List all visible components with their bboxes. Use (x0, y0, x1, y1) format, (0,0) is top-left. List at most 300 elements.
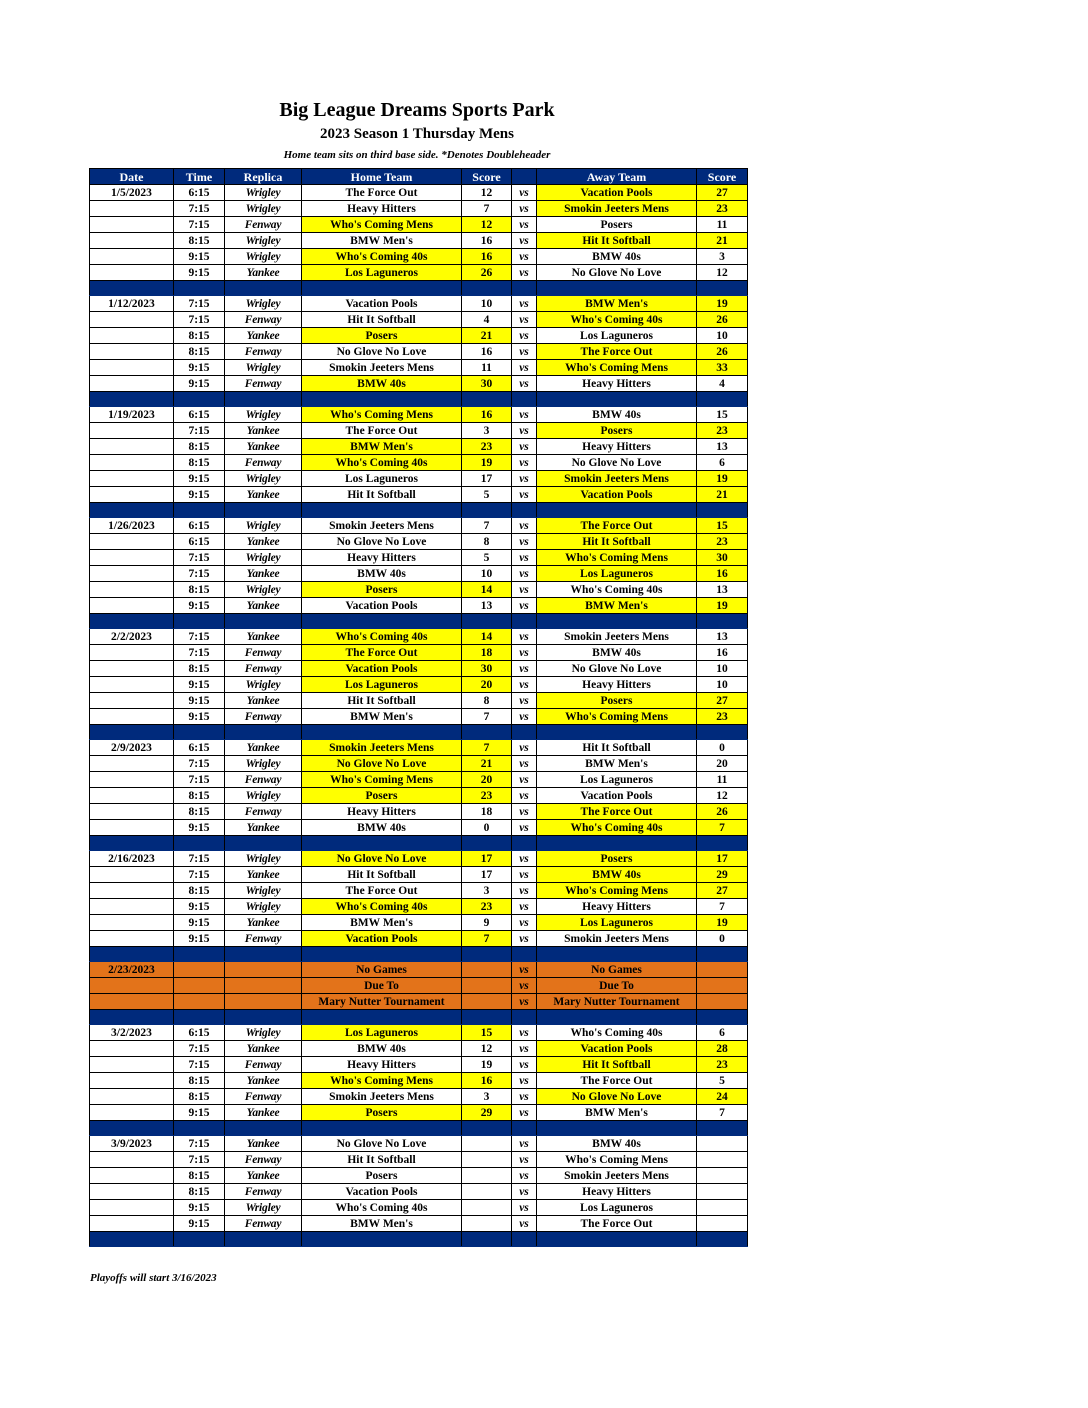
home-team: Posers (302, 582, 462, 598)
game-row (90, 915, 748, 931)
game-time: 9:15 (174, 677, 225, 693)
game-row (90, 1105, 748, 1121)
away-score: 6 (697, 1025, 748, 1041)
game-row (90, 883, 748, 899)
away-team: BMW 40s (537, 867, 697, 883)
separator-cell (537, 614, 697, 629)
game-field: Yankee (225, 1105, 302, 1121)
home-score: 16 (462, 344, 512, 360)
home-score: 16 (462, 233, 512, 249)
vs-label: vs (512, 407, 537, 423)
away-score: 17 (697, 851, 748, 867)
home-team: BMW Men's (302, 709, 462, 725)
game-field: Wrigley (225, 851, 302, 867)
vs-label: vs (512, 804, 537, 820)
game-row (90, 312, 748, 328)
game-time: 7:15 (174, 550, 225, 566)
game-date (90, 471, 174, 487)
game-row (90, 407, 748, 423)
game-row (90, 661, 748, 677)
vs-label: vs (512, 344, 537, 360)
away-score: 12 (697, 265, 748, 281)
separator-cell (462, 836, 512, 851)
separator-cell (225, 281, 302, 296)
game-time: 8:15 (174, 804, 225, 820)
game-date (90, 1200, 174, 1216)
away-team: BMW Men's (537, 756, 697, 772)
game-field: Yankee (225, 265, 302, 281)
home-score: 3 (462, 423, 512, 439)
separator-cell (462, 392, 512, 407)
game-field: Yankee (225, 598, 302, 614)
game-time: 8:15 (174, 1073, 225, 1089)
game-field: Wrigley (225, 407, 302, 423)
game-field: Wrigley (225, 1200, 302, 1216)
home-team: Who's Coming Mens (302, 1073, 462, 1089)
away-score: 10 (697, 677, 748, 693)
home-team: Los Laguneros (302, 471, 462, 487)
vs-label: vs (512, 1184, 537, 1200)
game-row (90, 1025, 748, 1041)
game-row (90, 693, 748, 709)
home-team: No Glove No Love (302, 1136, 462, 1152)
home-team: Who's Coming Mens (302, 772, 462, 788)
home-score: 21 (462, 756, 512, 772)
game-time: 9:15 (174, 899, 225, 915)
home-team: BMW 40s (302, 820, 462, 836)
away-score (697, 1184, 748, 1200)
separator-cell (302, 1010, 462, 1025)
game-row (90, 249, 748, 265)
home-score: 7 (462, 201, 512, 217)
game-row (90, 1200, 748, 1216)
game-date (90, 994, 174, 1010)
game-time: 6:15 (174, 740, 225, 756)
game-field: Yankee (225, 487, 302, 503)
separator-cell (302, 503, 462, 518)
separator-cell (512, 947, 537, 962)
game-row (90, 566, 748, 582)
game-date (90, 1105, 174, 1121)
game-date (90, 312, 174, 328)
home-team: Vacation Pools (302, 598, 462, 614)
home-score: 15 (462, 1025, 512, 1041)
game-field: Wrigley (225, 249, 302, 265)
away-score: 23 (697, 201, 748, 217)
separator-cell (225, 392, 302, 407)
vs-label: vs (512, 518, 537, 534)
separator-cell (462, 1232, 512, 1247)
game-time: 7:15 (174, 296, 225, 312)
separator-cell (174, 725, 225, 740)
game-row (90, 804, 748, 820)
game-date (90, 931, 174, 947)
home-score: 23 (462, 439, 512, 455)
vs-label: vs (512, 1041, 537, 1057)
game-date (90, 550, 174, 566)
away-team: Who's Coming 40s (537, 1025, 697, 1041)
home-score (462, 1216, 512, 1232)
away-team: Los Laguneros (537, 328, 697, 344)
away-score: 11 (697, 217, 748, 233)
game-field: Fenway (225, 709, 302, 725)
separator-cell (90, 836, 174, 851)
game-date (90, 566, 174, 582)
away-score: 30 (697, 550, 748, 566)
separator-cell (537, 947, 697, 962)
home-score: 16 (462, 249, 512, 265)
home-team: Smokin Jeeters Mens (302, 1089, 462, 1105)
separator-cell (512, 1121, 537, 1136)
game-field: Yankee (225, 1136, 302, 1152)
game-date (90, 598, 174, 614)
away-score: 33 (697, 360, 748, 376)
game-field: Fenway (225, 661, 302, 677)
col-header-away-score: Score (697, 169, 748, 185)
game-time: 8:15 (174, 344, 225, 360)
game-time: 7:15 (174, 1057, 225, 1073)
game-date (90, 487, 174, 503)
home-score: 17 (462, 471, 512, 487)
separator-cell (174, 614, 225, 629)
page-subtitle: 2023 Season 1 Thursday Mens (320, 126, 514, 142)
game-row (90, 455, 748, 471)
separator-cell (462, 725, 512, 740)
vs-label: vs (512, 1105, 537, 1121)
col-header-home-score: Score (462, 169, 512, 185)
game-date (90, 582, 174, 598)
game-time: 9:15 (174, 915, 225, 931)
game-time: 7:15 (174, 851, 225, 867)
game-date (90, 344, 174, 360)
away-team: Due To (537, 978, 697, 994)
game-date: 1/5/2023 (90, 185, 174, 201)
game-time: 8:15 (174, 883, 225, 899)
away-score: 23 (697, 423, 748, 439)
away-score: 15 (697, 518, 748, 534)
away-score: 5 (697, 1073, 748, 1089)
separator-cell (225, 1010, 302, 1025)
game-date (90, 677, 174, 693)
away-score: 6 (697, 455, 748, 471)
away-score (697, 1152, 748, 1168)
col-header-home-team: Home Team (302, 169, 462, 185)
game-date (90, 1057, 174, 1073)
away-score: 27 (697, 693, 748, 709)
home-team: The Force Out (302, 883, 462, 899)
game-field: Yankee (225, 1168, 302, 1184)
game-field: Wrigley (225, 788, 302, 804)
game-row (90, 709, 748, 725)
away-team: Hit It Softball (537, 740, 697, 756)
away-score: 19 (697, 598, 748, 614)
game-row (90, 1216, 748, 1232)
vs-label: vs (512, 962, 537, 978)
separator-cell (512, 614, 537, 629)
away-team: Hit It Softball (537, 233, 697, 249)
vs-label: vs (512, 677, 537, 693)
home-score: 12 (462, 1041, 512, 1057)
home-team: Posers (302, 1105, 462, 1121)
home-team: Hit It Softball (302, 312, 462, 328)
away-score: 13 (697, 629, 748, 645)
separator-cell (174, 836, 225, 851)
away-score: 3 (697, 249, 748, 265)
game-field: Yankee (225, 1041, 302, 1057)
game-time: 9:15 (174, 265, 225, 281)
week-separator (90, 1121, 748, 1136)
game-row (90, 1089, 748, 1105)
game-date: 1/12/2023 (90, 296, 174, 312)
home-team-note: Home team sits on third base side. *Denotes Doubleheader (283, 149, 551, 161)
game-row (90, 534, 748, 550)
game-time: 7:15 (174, 566, 225, 582)
game-time: 6:15 (174, 518, 225, 534)
home-score: 9 (462, 915, 512, 931)
vs-label: vs (512, 1025, 537, 1041)
away-score: 24 (697, 1089, 748, 1105)
game-time: 8:15 (174, 455, 225, 471)
game-field (225, 962, 302, 978)
week-separator (90, 1232, 748, 1247)
separator-cell (90, 1232, 174, 1247)
away-team: Heavy Hitters (537, 1184, 697, 1200)
home-team: Vacation Pools (302, 1184, 462, 1200)
week-separator (90, 614, 748, 629)
game-time: 8:15 (174, 1184, 225, 1200)
game-field: Fenway (225, 344, 302, 360)
game-time: 7:15 (174, 867, 225, 883)
away-score: 0 (697, 931, 748, 947)
separator-cell (462, 1010, 512, 1025)
away-team: The Force Out (537, 1073, 697, 1089)
away-team: Who's Coming 40s (537, 582, 697, 598)
home-score: 7 (462, 740, 512, 756)
home-team: BMW 40s (302, 1041, 462, 1057)
vs-label: vs (512, 1200, 537, 1216)
col-header-date: Date (90, 169, 174, 185)
game-time: 9:15 (174, 820, 225, 836)
game-time: 8:15 (174, 1168, 225, 1184)
separator-cell (90, 947, 174, 962)
home-score: 8 (462, 693, 512, 709)
home-score: 19 (462, 1057, 512, 1073)
game-field: Wrigley (225, 550, 302, 566)
game-date (90, 360, 174, 376)
game-date (90, 1073, 174, 1089)
game-time: 9:15 (174, 709, 225, 725)
game-row (90, 867, 748, 883)
home-team: Hit It Softball (302, 487, 462, 503)
home-team: Due To (302, 978, 462, 994)
game-date (90, 1089, 174, 1105)
away-score: 15 (697, 407, 748, 423)
game-field: Wrigley (225, 471, 302, 487)
game-time: 7:15 (174, 1152, 225, 1168)
separator-cell (697, 1010, 748, 1025)
vs-label: vs (512, 709, 537, 725)
vs-label: vs (512, 1168, 537, 1184)
separator-cell (90, 503, 174, 518)
home-score: 17 (462, 851, 512, 867)
game-field (225, 978, 302, 994)
game-time: 7:15 (174, 756, 225, 772)
game-row (90, 265, 748, 281)
game-time: 8:15 (174, 328, 225, 344)
away-score: 26 (697, 344, 748, 360)
separator-cell (697, 503, 748, 518)
game-time: 6:15 (174, 407, 225, 423)
game-field: Wrigley (225, 582, 302, 598)
home-team: The Force Out (302, 423, 462, 439)
away-team: The Force Out (537, 518, 697, 534)
away-score: 16 (697, 566, 748, 582)
away-score (697, 962, 748, 978)
game-field: Wrigley (225, 201, 302, 217)
home-score: 30 (462, 376, 512, 392)
home-team: Who's Coming Mens (302, 217, 462, 233)
away-team: BMW 40s (537, 249, 697, 265)
game-date (90, 788, 174, 804)
game-field: Fenway (225, 376, 302, 392)
game-row (90, 1073, 748, 1089)
home-score: 11 (462, 360, 512, 376)
col-header-away-team: Away Team (537, 169, 697, 185)
vs-label: vs (512, 867, 537, 883)
separator-cell (302, 947, 462, 962)
away-team: Smokin Jeeters Mens (537, 201, 697, 217)
vs-label: vs (512, 740, 537, 756)
separator-cell (462, 947, 512, 962)
separator-cell (512, 836, 537, 851)
separator-cell (537, 392, 697, 407)
away-score: 23 (697, 709, 748, 725)
home-score: 30 (462, 661, 512, 677)
home-score: 29 (462, 1105, 512, 1121)
vs-label: vs (512, 233, 537, 249)
game-time: 7:15 (174, 217, 225, 233)
away-score: 10 (697, 328, 748, 344)
vs-label: vs (512, 296, 537, 312)
game-field: Fenway (225, 1184, 302, 1200)
home-score: 5 (462, 487, 512, 503)
vs-label: vs (512, 534, 537, 550)
vs-label: vs (512, 883, 537, 899)
vs-label: vs (512, 851, 537, 867)
home-score: 7 (462, 709, 512, 725)
separator-cell (225, 1121, 302, 1136)
home-team: Los Laguneros (302, 265, 462, 281)
game-date (90, 1184, 174, 1200)
home-score: 14 (462, 629, 512, 645)
col-header-time: Time (174, 169, 225, 185)
home-team: BMW Men's (302, 915, 462, 931)
away-team: Who's Coming Mens (537, 1152, 697, 1168)
away-score: 29 (697, 867, 748, 883)
game-date (90, 233, 174, 249)
vs-label: vs (512, 201, 537, 217)
game-date (90, 328, 174, 344)
separator-cell (537, 836, 697, 851)
separator-cell (90, 1121, 174, 1136)
separator-cell (697, 1232, 748, 1247)
game-field: Yankee (225, 566, 302, 582)
game-date (90, 439, 174, 455)
home-team: Mary Nutter Tournament (302, 994, 462, 1010)
game-row (90, 296, 748, 312)
home-score: 13 (462, 598, 512, 614)
game-field: Wrigley (225, 296, 302, 312)
home-score: 18 (462, 804, 512, 820)
game-date (90, 693, 174, 709)
away-team: Heavy Hitters (537, 439, 697, 455)
home-score (462, 1168, 512, 1184)
game-field: Yankee (225, 629, 302, 645)
away-team: Heavy Hitters (537, 376, 697, 392)
game-row (90, 217, 748, 233)
game-field: Yankee (225, 1073, 302, 1089)
game-date (90, 423, 174, 439)
game-row (90, 772, 748, 788)
home-team: Posers (302, 788, 462, 804)
separator-cell (697, 392, 748, 407)
home-score: 23 (462, 899, 512, 915)
home-team: Who's Coming Mens (302, 407, 462, 423)
game-row (90, 582, 748, 598)
game-row (90, 851, 748, 867)
away-team: Posers (537, 693, 697, 709)
separator-cell (537, 1121, 697, 1136)
vs-label: vs (512, 693, 537, 709)
away-team: BMW Men's (537, 1105, 697, 1121)
game-date: 3/9/2023 (90, 1136, 174, 1152)
no-games-row (90, 962, 748, 978)
game-row (90, 1057, 748, 1073)
separator-cell (174, 947, 225, 962)
home-score: 18 (462, 645, 512, 661)
home-score: 16 (462, 1073, 512, 1089)
home-score: 8 (462, 534, 512, 550)
game-date (90, 661, 174, 677)
game-row (90, 677, 748, 693)
home-score: 26 (462, 265, 512, 281)
game-row (90, 1152, 748, 1168)
game-row (90, 360, 748, 376)
separator-cell (302, 1232, 462, 1247)
home-score: 17 (462, 867, 512, 883)
game-row (90, 756, 748, 772)
vs-label: vs (512, 1152, 537, 1168)
game-row (90, 185, 748, 201)
game-time: 7:15 (174, 772, 225, 788)
game-field: Yankee (225, 915, 302, 931)
home-team: Los Laguneros (302, 677, 462, 693)
home-score (462, 962, 512, 978)
separator-cell (174, 1121, 225, 1136)
away-score: 23 (697, 534, 748, 550)
away-team: The Force Out (537, 1216, 697, 1232)
game-time: 8:15 (174, 233, 225, 249)
separator-cell (512, 1010, 537, 1025)
separator-cell (225, 503, 302, 518)
game-field: Yankee (225, 423, 302, 439)
away-team: Heavy Hitters (537, 899, 697, 915)
vs-label: vs (512, 994, 537, 1010)
game-row (90, 376, 748, 392)
game-row (90, 629, 748, 645)
game-time: 6:15 (174, 1025, 225, 1041)
away-score: 13 (697, 439, 748, 455)
